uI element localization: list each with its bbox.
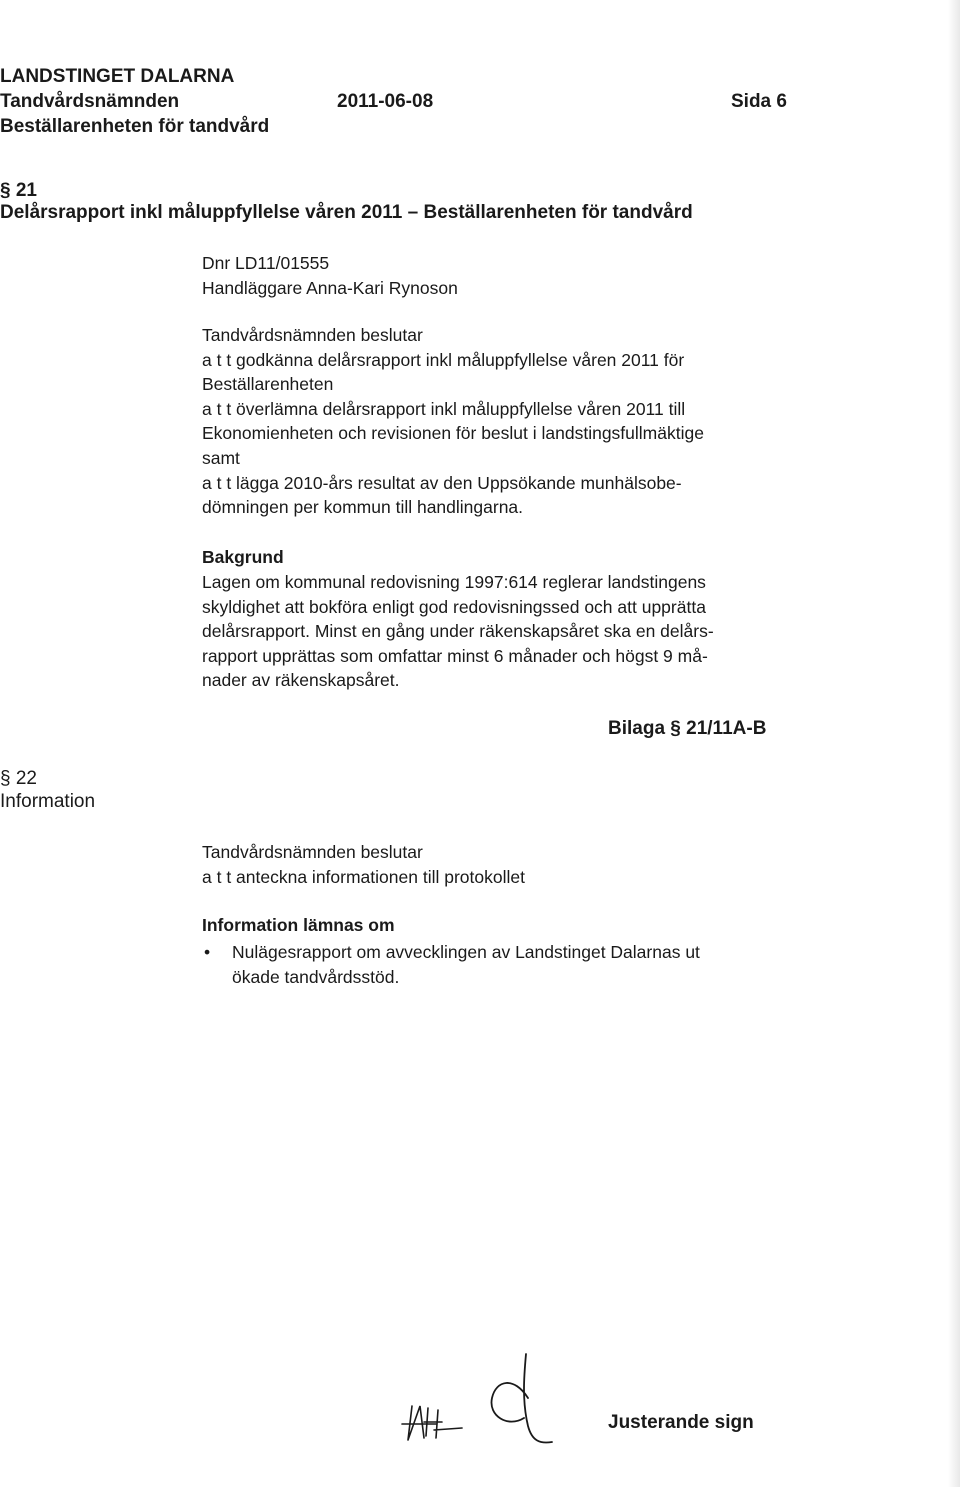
- bullet-line: ökade tandvårdsstöd.: [232, 966, 400, 987]
- decision-line: Ekonomienheten och revisionen för beslut i landstingsfullmäktige: [202, 423, 704, 444]
- bullet-line: • Nulägesrapport om avvecklingen av Landstinget Dalarnas ut: [232, 942, 700, 962]
- page-edge-shadow: [948, 0, 960, 1487]
- item22-title: Information: [0, 791, 96, 812]
- decision-line: Tandvårdsnämnden beslutar: [202, 325, 423, 345]
- decision-line: samt: [202, 447, 240, 468]
- bullet-item: [202, 940, 700, 989]
- background-text: [202, 570, 714, 693]
- decision-line: dömningen per kommun till handlingarna.: [202, 497, 524, 518]
- item21-title: Delårsrapport inkl måluppfyllelse våren 2011 – Beställarenheten för tandvård: [0, 202, 693, 223]
- meeting-date: 2011-06-08: [337, 91, 434, 112]
- signature-label: Justerande sign: [608, 1412, 754, 1433]
- decision-line: a t t godkänna delårsrapport inkl måluppfyllelse våren 2011 för: [202, 349, 685, 370]
- item21-decision: [202, 323, 704, 520]
- background-line: skyldighet att bokföra enligt god redovisningssed och att upprätta: [202, 596, 706, 617]
- background-line: rapport upprättas som omfattar minst 6 månader och högst 9 må-: [202, 645, 708, 666]
- org-name: LANDSTINGET DALARNA: [0, 66, 235, 87]
- decision-line: a t t anteckna informationen till protokollet: [202, 866, 525, 887]
- dnr: Dnr LD11/01555: [202, 253, 330, 273]
- info-heading: Information lämnas om: [202, 915, 395, 935]
- item22-decision: [202, 840, 525, 889]
- decision-line: Tandvårdsnämnden beslutar: [202, 842, 423, 862]
- board-name: Tandvårdsnämnden: [0, 91, 180, 112]
- decision-line: a t t överlämna delårsrapport inkl måluppfyllelse våren 2011 till: [202, 398, 686, 419]
- info-bullets: [202, 940, 700, 989]
- item22-number: § 22: [0, 768, 37, 789]
- decision-line: a t t lägga 2010-års resultat av den Uppsökande munhälsobe-: [202, 472, 682, 493]
- item21-number: § 21: [0, 180, 37, 201]
- handwritten-signature: [478, 1346, 568, 1456]
- background-line: nader av räkenskapsåret.: [202, 670, 400, 691]
- background-heading: Bakgrund: [202, 547, 284, 567]
- handler: Handläggare Anna-Kari Rynoson: [202, 277, 458, 298]
- unit-name: Beställarenheten för tandvård: [0, 116, 270, 137]
- decision-line: Beställarenheten: [202, 374, 334, 395]
- background-line: Lagen om kommunal redovisning 1997:614 reglerar landstingens: [202, 572, 706, 592]
- page-number: Sida 6: [731, 91, 787, 112]
- attachment-reference: Bilaga § 21/11A-B: [608, 718, 767, 739]
- initials-signature: [398, 1400, 468, 1445]
- background-line: delårsrapport. Minst en gång under räkenskapsåret ska en delårs-: [202, 621, 714, 642]
- item21-meta: [202, 251, 458, 300]
